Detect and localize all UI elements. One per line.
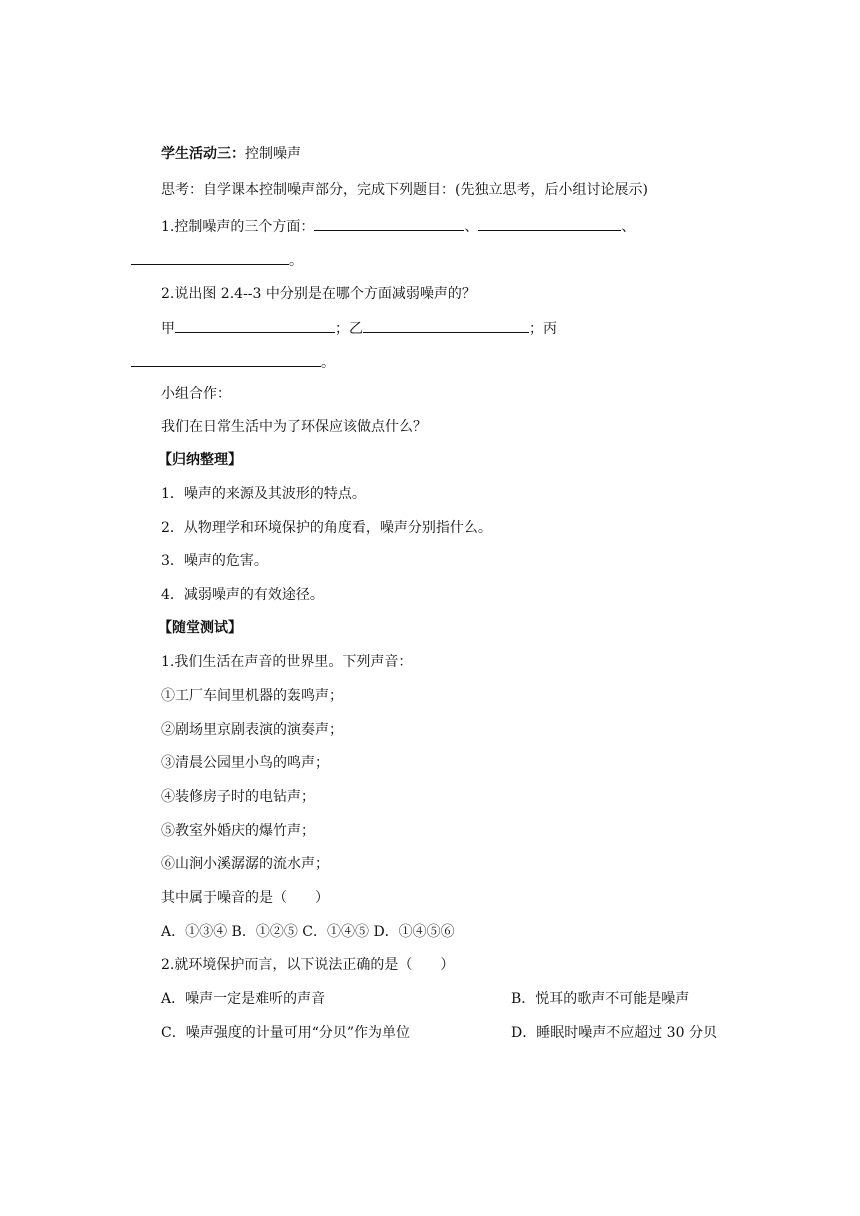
summary-item: 1．噪声的来源及其波形的特点。 [161,486,366,502]
answer-blank-bing[interactable] [131,352,321,367]
option-b: B．悦耳的歌声不可能是噪声 [511,991,690,1007]
activity-heading [161,144,301,164]
test-question-1-options: A．①③④ B．①②⑤ C．①④⑤ D．①④⑤⑥ [161,924,455,940]
summary-item: 3．噪声的危害。 [161,553,268,569]
question-1 [161,216,635,237]
answer-blank-yi[interactable] [363,318,529,333]
period: 。 [289,253,303,269]
test-question-2: 2.就环境保护而言，以下说法正确的是（ ） [161,957,455,973]
answer-blank-2[interactable] [478,216,621,231]
sound-option: ⑥山涧小溪潺潺的流水声； [161,856,329,872]
label-yi: ；乙 [335,321,363,337]
question-1-prefix: 1.控制噪声的三个方面： [161,219,315,235]
test-question-1: 1.我们生活在声音的世界里。下列声音： [161,654,413,670]
label-bing: ；丙 [529,321,557,337]
label-jia: 甲 [161,321,175,337]
period: 。 [321,355,335,371]
group-cooperation: 小组合作： [161,386,231,402]
separator: 、 [464,219,479,235]
summary-heading: 【归纳整理】 [158,452,242,468]
question-2-continued [131,352,335,373]
answer-blank-jia[interactable] [175,318,335,333]
sound-option: ④装修房子时的电钻声； [161,789,315,805]
option-c: C．噪声强度的计量可用“分贝”作为单位 [161,1025,411,1041]
question-1-continued [131,250,303,271]
summary-item: 2．从物理学和环境保护的角度看，噪声分别指什么。 [161,520,492,536]
activity-topic: 控制噪声 [245,146,301,162]
question-2-answers [161,318,557,339]
option-d: D．睡眠时噪声不应超过 30 分贝 [511,1025,717,1041]
sound-option: ③清晨公园里小鸟的鸣声； [161,755,329,771]
sound-option: ①工厂车间里机器的轰鸣声； [161,688,343,704]
test-question-1-ask: 其中属于噪音的是（ ） [161,890,329,906]
think-instruction: 思考：自学课本控制噪声部分，完成下列题目：(先独立思考，后小组讨论展示) [161,182,648,198]
sound-option: ⑤教室外婚庆的爆竹声； [161,823,315,839]
separator: 、 [621,219,636,235]
answer-blank-1[interactable] [314,216,464,231]
activity-title: 学生活动三： [161,146,245,162]
group-question: 我们在日常生活中为了环保应该做点什么？ [161,419,427,435]
answer-blank-3[interactable] [131,250,289,265]
summary-item: 4．减弱噪声的有效途径。 [161,587,324,603]
test-heading: 【随堂测试】 [158,620,242,636]
sound-option: ②剧场里京剧表演的演奏声； [161,722,343,738]
question-2: 2.说出图 2.4--3 中分别是在哪个方面减弱噪声的？ [161,286,476,302]
option-a: A．噪声一定是难听的声音 [161,991,326,1007]
